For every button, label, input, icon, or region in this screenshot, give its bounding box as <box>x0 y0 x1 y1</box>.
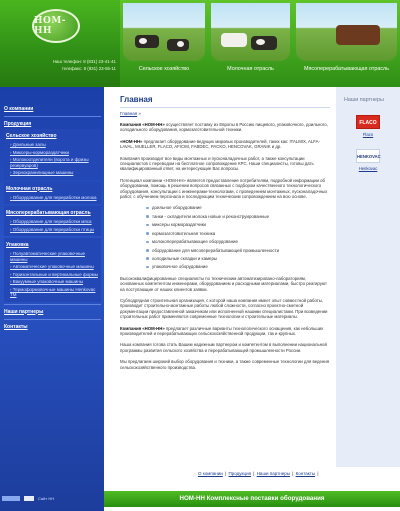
paragraph-text: предлагает различные варианты технологического оснащения, как небольших производителей и перерабатывающих сельскохозяйственной продукции, так и крупных. <box>120 325 324 336</box>
list-item: оборудование для мясоперерабатывающей промышленности <box>146 248 330 253</box>
nav-group-meat <box>4 206 101 236</box>
paragraph <box>120 139 330 150</box>
panel-caption: Молочная отрасль <box>227 66 274 72</box>
nav-item-about[interactable]: О компании <box>4 106 34 112</box>
page-title: Главная <box>120 95 330 108</box>
nav-item-partners[interactable]: Наши партнеры <box>4 308 44 315</box>
nav-subitem[interactable]: › Оборудование для переработки мяса <box>6 218 99 226</box>
nav-divider <box>4 116 101 117</box>
nav-menu <box>4 104 101 332</box>
paragraph-text: осуществляет поставку из Европы в Россию пищевого, упаковочного, доильного, холодильного оборудования, кормозаготовительной техники. <box>120 122 328 133</box>
nav-subitem[interactable]: › Молокоотделители (ворота и фризы резервуаров) <box>6 156 99 169</box>
partner-link[interactable]: Henkovac <box>358 166 378 171</box>
list-item: холодильные складки и камеры <box>146 256 330 261</box>
footer-links: О компании | Продукция | Наши партнеры | Контакты | <box>198 471 319 476</box>
panel-agriculture[interactable] <box>120 0 208 87</box>
paragraph <box>120 178 330 200</box>
cow-shape <box>251 36 277 50</box>
list-item: молокоперерабатывающее оборудование <box>146 239 330 244</box>
breadcrumb-home[interactable]: Главная <box>120 111 138 116</box>
nav-group-title[interactable]: Упаковка <box>6 242 29 248</box>
cow-shape <box>221 33 247 47</box>
nav-subitem[interactable]: › Вакуумные упаковочные машины <box>6 278 99 286</box>
phone-line: Наш телефон: 8 (831) 23-41-41 <box>52 59 116 64</box>
footer-bar: НОМ-НН Комплексные поставки оборудования <box>104 491 400 507</box>
cow-shape <box>167 39 189 51</box>
left-navigation <box>0 87 104 511</box>
partner-henkovac <box>336 149 400 171</box>
paragraph-text: Компания производит все виды монтажных и пусконаладочных работ, а также консультации специалистов с переводом на бесплатное сопровождение КРС. Наши специалисты, готовы дать квалифицированный ответ, на интересующие Вас вопросы. <box>120 155 314 172</box>
dairy-photo <box>211 3 290 61</box>
company-logo[interactable] <box>32 9 80 43</box>
nav-subitem[interactable]: › Полуавтоматические упаковочные машины <box>6 250 99 263</box>
cow-shape <box>135 35 159 48</box>
footer-link-contacts[interactable]: Контакты <box>295 471 316 476</box>
paragraph-lead: «НОМ-НН» <box>120 138 143 144</box>
list-item: кормозаготовительная техника <box>146 231 330 236</box>
paragraph <box>120 122 330 133</box>
partner-flaco <box>336 115 400 137</box>
nav-group-title[interactable]: Мясоперерабатывающая отрасль <box>6 210 91 216</box>
nav-subitem[interactable]: › Оборудование для переработки птицы <box>6 226 99 234</box>
partner-link[interactable]: Flaco <box>362 132 374 137</box>
list-item: миксеры кормораздатчики <box>146 222 330 227</box>
nav-subitem[interactable]: › Зернохранилищные машины <box>6 169 99 177</box>
site-credit[interactable]: Сайт НН <box>38 496 55 501</box>
paragraph-text: Наша компания готова стать Вашим надежным партнером и компетентом в выполнении национальной программы развития сельского хозяйства и перерабатывающей промышленности России. <box>120 342 327 353</box>
paragraph <box>120 298 330 320</box>
breadcrumb-arrow-icon: » <box>137 111 141 116</box>
paragraph-lead: Компания «НОМ-НН» <box>120 325 165 331</box>
nav-item-contacts[interactable]: Контакты <box>4 323 28 330</box>
henkovac-logo[interactable] <box>356 149 380 163</box>
bull-shape <box>336 25 380 45</box>
paragraph <box>120 326 330 337</box>
nav-subitem[interactable]: › Миксеры-кормораздатчики <box>6 149 99 157</box>
paragraph <box>120 276 330 292</box>
list-item: танки - охладители молока новые и реконструированные <box>146 214 330 219</box>
paragraph <box>120 342 330 353</box>
footer-link-products[interactable]: Продукция <box>228 471 252 476</box>
main-content <box>120 95 330 465</box>
nav-item-products[interactable]: Продукция <box>4 121 32 127</box>
header <box>0 0 400 87</box>
nav-subitem[interactable]: › Горизонтальные и вертикальные формы <box>6 271 99 279</box>
nav-subitem[interactable]: › Доильные залы <box>6 141 99 149</box>
services-list <box>146 205 330 269</box>
footer-link-about[interactable]: О компании <box>198 471 223 476</box>
nav-group-packaging <box>4 238 101 302</box>
paragraph-text: Субподрядная строительная организация, с которой наша компания имеет опыт совместной работы, производит строительно-монтажные работы любой сложности, согласно проектно-сметной документации предоставленной заказчиком или исполненной нашими специалистами. При возведении строительных работ применяются современные технологии и строительные материалы. <box>120 297 328 320</box>
nav-divider <box>4 304 101 305</box>
contact-phones <box>50 58 120 72</box>
paragraph-text: предлагает оборудование ведущих мировых производителей, таких как: ITALMIX, ALFA-LAVAL, MUELLER, FLACO, AFICIM, FABDEC, PACKO, HENCOVAK, GRANIK и др. <box>120 138 320 150</box>
brand-block <box>0 0 120 87</box>
counter-badge[interactable] <box>24 496 34 501</box>
panel-dairy[interactable] <box>208 0 293 87</box>
logo-text: FLACO <box>359 120 377 126</box>
nav-divider <box>4 319 101 320</box>
paragraph-text: Высококвалифицированные специалисты по техническим автоматизировано-лабораториям, основанных компетентом инженерами, оборудованием и расходными материалами, быстро реагируют на поступающие от наших клиентов заявки. <box>120 275 328 292</box>
nav-subitem[interactable]: › Оборудование для переработки молока <box>6 194 99 202</box>
meat-photo <box>296 3 397 61</box>
nav-footer-badges <box>2 496 102 504</box>
breadcrumb <box>120 111 330 116</box>
flaco-logo[interactable] <box>356 115 380 129</box>
paragraph <box>120 156 330 172</box>
nav-group-dairy <box>4 182 101 205</box>
fax-line: телефакс: 8 (831) 23-55-11 <box>61 66 116 71</box>
partners-sidebar <box>336 87 400 467</box>
nav-subitem[interactable]: › Термоформовочные машины Henkovac TM <box>6 286 99 299</box>
nav-group-title[interactable]: Сельское хозяйство <box>6 133 57 139</box>
counter-badge[interactable] <box>2 496 20 501</box>
panel-caption: Сельское хозяйство <box>138 66 190 72</box>
footer-link-partners[interactable]: Наши партнеры <box>256 471 290 476</box>
agriculture-photo <box>123 3 205 61</box>
paragraph-lead: Компания «НОМ-НН» <box>120 122 165 127</box>
panel-meat[interactable] <box>293 0 400 87</box>
logo-text: НОМ-НН <box>34 16 67 36</box>
panel-caption: Мясоперерабатывающая отрасль <box>304 66 389 72</box>
logo-text: HENKOVAC <box>357 154 381 159</box>
paragraph-text: Мы предлагаем широкий выбор оборудования и техники, а также современные технологии для ведения сельскохозяйственного производства. <box>120 359 330 370</box>
list-item: доильное оборудование <box>146 205 330 210</box>
sidebar-title: Наши партнеры <box>344 97 384 103</box>
nav-subitem[interactable]: › Автоматические упаковочные машины <box>6 263 99 271</box>
nav-group-agriculture <box>4 129 101 180</box>
list-item: упаковочное оборудование <box>146 264 330 269</box>
paragraph-text: Потенциал компании «НОМ-НН» является предоставление потребителям, подробной информации об оборудовании, помощь в решении вопросов связанных с подбором качественного технологического оборудования, консультации с инженерами-технологами, с проведением монтажных, пусконаладочных работ, с обучением персонала и последующим техническим сопровождением на всю основе. <box>120 177 328 200</box>
nav-group-title[interactable]: Молочная отрасль <box>6 185 53 192</box>
paragraph <box>120 359 330 370</box>
